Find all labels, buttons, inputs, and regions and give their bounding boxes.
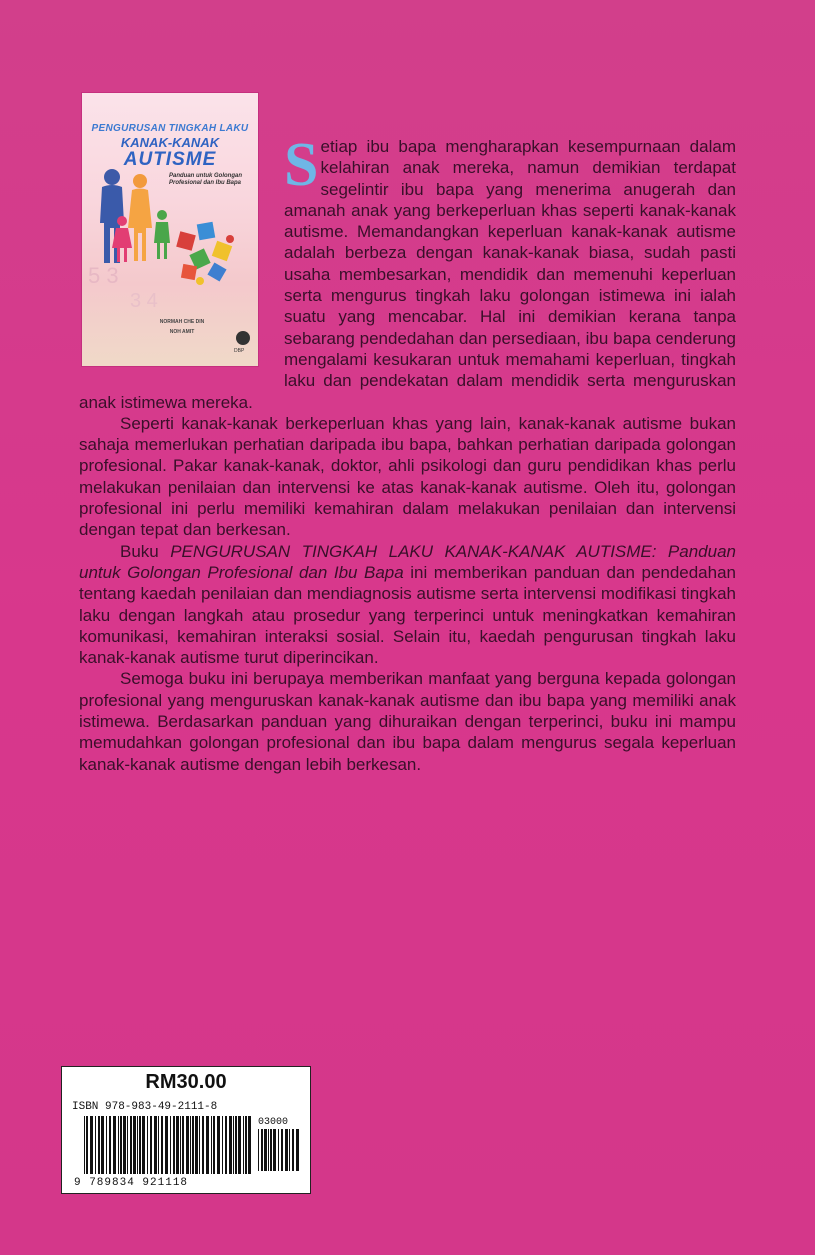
barcode-bar — [264, 1129, 267, 1171]
barcode-bar — [261, 1129, 263, 1171]
barcode-bar — [150, 1116, 152, 1174]
addon-barcode-bars — [258, 1129, 302, 1173]
barcode-bar — [98, 1116, 100, 1174]
barcode-bar — [238, 1116, 241, 1174]
publisher-logo-text: DBP — [234, 348, 245, 354]
paragraph-3-lead: Buku — [120, 541, 171, 561]
barcode-bar — [84, 1116, 85, 1174]
barcode-bar — [217, 1116, 220, 1174]
barcode-bar — [258, 1129, 259, 1171]
barcode-bar — [113, 1116, 116, 1174]
barcode-bar — [182, 1116, 184, 1174]
barcode-bar — [195, 1116, 198, 1174]
barcode-bar — [154, 1116, 157, 1174]
barcode-bar — [190, 1116, 191, 1174]
svg-text:3 4: 3 4 — [130, 290, 158, 312]
barcode-bar — [120, 1116, 122, 1174]
barcode-bar — [213, 1116, 215, 1174]
barcode-bar — [142, 1116, 145, 1174]
paragraph-3 — [79, 541, 736, 669]
barcode-bar — [147, 1116, 148, 1174]
barcode-bar — [106, 1116, 107, 1174]
barcode-bar — [192, 1116, 194, 1174]
barcode-bar — [292, 1129, 294, 1171]
barcode-bar — [173, 1116, 175, 1174]
barcode-bar — [137, 1116, 138, 1174]
barcode-bar — [235, 1116, 237, 1174]
barcode-bar — [243, 1116, 244, 1174]
thumbnail-title-line1: PENGURUSAN TINGKAH LAKU — [91, 123, 249, 134]
barcode-bar — [296, 1129, 299, 1171]
barcode-bar — [206, 1116, 209, 1174]
barcode-bar — [90, 1116, 93, 1174]
barcode-bar — [127, 1116, 128, 1174]
barcode-bar — [95, 1116, 96, 1174]
barcode-bar — [180, 1116, 181, 1174]
barcode-bar — [158, 1116, 159, 1174]
thumbnail-title-line3: AUTISME — [123, 149, 217, 170]
barcode-bar — [130, 1116, 132, 1174]
thumbnail-author-1: NORMAH CHE DIN — [159, 319, 205, 325]
barcode-bar — [268, 1129, 269, 1171]
barcode-bar — [123, 1116, 126, 1174]
barcode-bar — [176, 1116, 179, 1174]
thumbnail-author-2: NOH AMIT — [169, 329, 195, 335]
paragraph-4: Semoga buku ini berupaya memberikan manfaat yang berguna kepada golongan profesional yang menguruskan kanak-kanak autisme dan ibu bapa yang memiliki anak istimewa. Berdasarkan panduan yang dihuraikan dengan terperinci, buku ini mampu memudahkan golongan profesional dan ibu bapa dalam mengurus segala keperluan kanak-kanak autisme dengan lebih berkesan. — [79, 669, 736, 774]
ean-digits: 9 789834 921118 — [74, 1177, 189, 1189]
barcode-bars — [84, 1116, 254, 1176]
barcode-bar — [170, 1116, 171, 1174]
barcode-bar — [133, 1116, 136, 1174]
thumbnail-wrap-space — [79, 136, 284, 389]
barcode-bar — [211, 1116, 212, 1174]
barcode-bar — [101, 1116, 104, 1174]
thumbnail-subtitle: Panduan untuk Golongan Profesional dan Ibu Bapa — [169, 173, 242, 186]
barcode-bar — [199, 1116, 200, 1174]
barcode-bar — [139, 1116, 141, 1174]
barcode-bar — [248, 1116, 251, 1174]
paragraph-2: Seperti kanak-kanak berkeperluan khas yang lain, kanak-kanak autisme bukan sahaja memerlukan perhatian daripada ibu bapa, bahkan perhatian daripada golongan profesional. Pakar kanak-kanak, doktor, ahli psikologi dan guru pendidikan khas perlu melakukan penilaian dan intervensi ke atas kanak-kanak autisme. Oleh itu, golongan profesional ini perlu memiliki kemahiran dalam melakukan penilaian dan intervensi dengan tepat dan berkesan. — [79, 413, 736, 540]
barcode-bar — [229, 1116, 232, 1174]
barcode-bar — [270, 1129, 272, 1171]
barcode-bar — [161, 1116, 163, 1174]
barcode-bar — [202, 1116, 204, 1174]
book-title-italic: PENGURUSAN TINGKAH LAKU KANAK-KANAK AUTISME: Panduan untuk Golongan Profesional dan Ibu Bapa — [79, 541, 736, 582]
blurb-text — [79, 131, 736, 775]
barcode-bar — [233, 1116, 234, 1174]
dropcap-letter: S — [284, 131, 319, 199]
barcode-bar — [186, 1116, 189, 1174]
svg-text:5 3: 5 3 — [88, 263, 119, 288]
barcode-bar — [278, 1129, 279, 1171]
barcode-bar — [281, 1129, 283, 1171]
price-label: RM30.00 — [145, 1071, 227, 1093]
barcode-bar — [165, 1116, 168, 1174]
barcode-bar — [289, 1129, 290, 1171]
isbn-label: ISBN 978-983-49-2111-8 — [72, 1101, 218, 1113]
paragraph-3-rest: ini memberikan panduan dan pendedahan tentang kaedah penilaian dan mendiagnosis autisme serta intervensi modifikasi tingkah laku dengan langkah atau prosedur yang terperinci untuk meningkatkan kemahiran komunikasi, kemahiran interaksi sosial. Selain itu, kaedah pengurusan tingkah laku kanak-kanak autisme turut diperincikan. — [79, 562, 736, 668]
barcode-bar — [118, 1116, 119, 1174]
barcode-bar — [273, 1129, 276, 1171]
addon-code: 03000 — [258, 1117, 289, 1128]
barcode-bar — [109, 1116, 111, 1174]
barcode-bar — [225, 1116, 227, 1174]
price-box — [61, 1066, 311, 1100]
barcode-box — [61, 1099, 311, 1194]
barcode-bar — [222, 1116, 223, 1174]
barcode-bar — [86, 1116, 88, 1174]
barcode-bar — [285, 1129, 288, 1171]
barcode-bar — [245, 1116, 247, 1174]
paragraph-1-text: etiap ibu bapa mengharapkan kesempurnaan dalam kelahiran anak mereka, namun demikian terdapat segelintir ibu bapa yang menerima anugerah dan amanah anak yang berkeperluan khas seperti kanak-kanak autisme. Memandangkan keperluan kanak-kanak autisme adalah berbeza dengan kanak-kanak biasa, sudah pasti usaha membesarkan, mendidik dan memenuhi keperluan serta mengurus tingkah laku golongan istimewa ini ialah suatu yang mencabar. Hal ini demikian kerana tanpa sebarang pendedahan dan persediaan, ibu bapa cenderung mengalami kesukaran untuk memahami keperluan, tingkah laku dan pendekatan dalam mendidik serta menguruskan anak istimewa mereka. — [79, 137, 736, 412]
thumbnail-title-line2: KANAK-KANAK — [120, 135, 220, 150]
